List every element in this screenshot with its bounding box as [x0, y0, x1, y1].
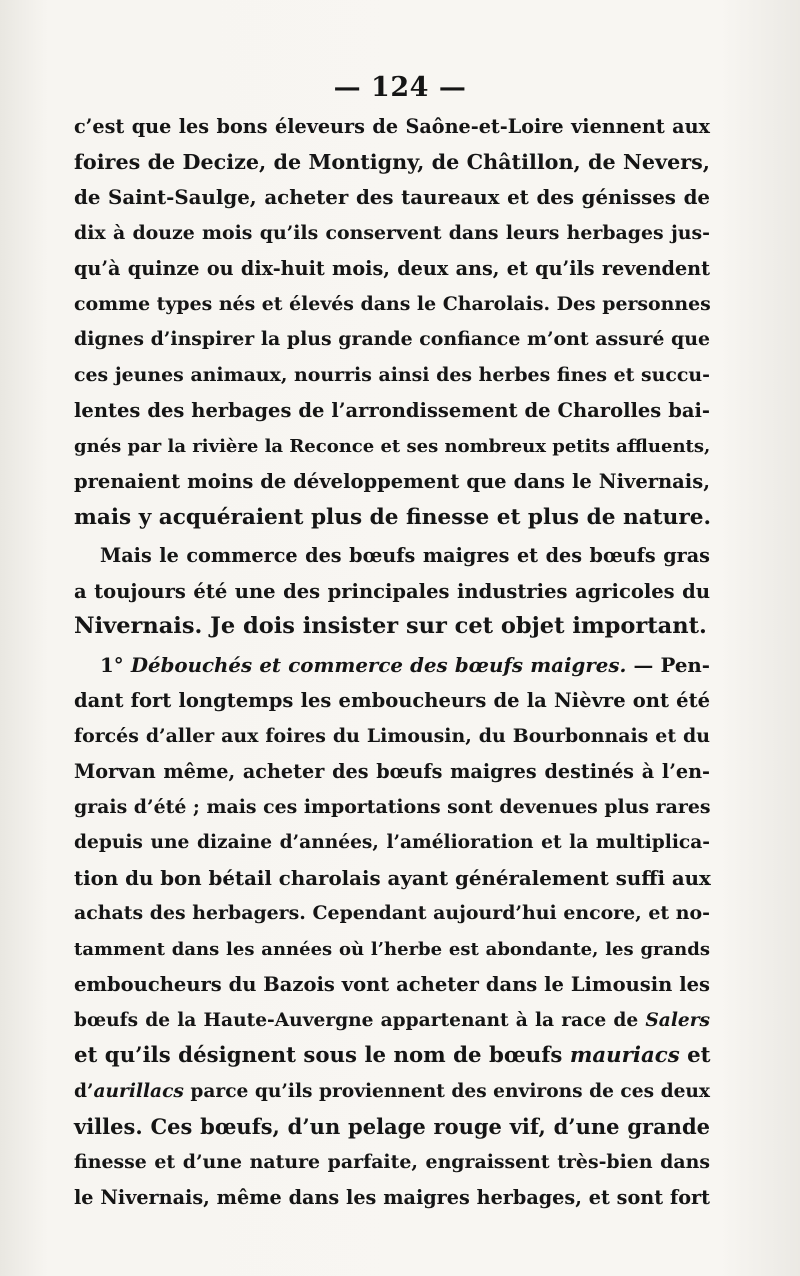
text-line: mais y acquéraient plus de finesse et plus de nature.: [74, 504, 711, 530]
section-title: Débouchés et commerce des bœufs maigres.: [130, 652, 627, 677]
italic-term: mauriacs: [569, 1043, 680, 1068]
text-line: comme types nés et élevés dans le Charolais. Des personnes: [74, 292, 711, 315]
section-heading-line: [74, 648, 710, 684]
text-line: a toujours été une des principales industries agricoles du: [74, 579, 710, 603]
text-line: dignes d’inspirer la plus grande confiance m’ont assuré que: [74, 328, 710, 350]
text-line: c’est que les bons éleveurs de Saône-et-Loire viennent aux: [74, 115, 710, 138]
text-line: foires de Decize, de Montigny, de Châtillon, de Nevers,: [74, 149, 710, 174]
text-line: emboucheurs du Bazois vont acheter dans le Limousin les: [74, 973, 710, 996]
text-fragment: parce qu’ils proviennent des environs de ces deux: [183, 1080, 710, 1102]
section-number: 1°: [100, 652, 131, 677]
italic-term: Salers: [645, 1009, 710, 1031]
text-line: dix à douze mois qu’ils conservent dans leurs herbages jus-: [74, 221, 710, 244]
text-line: forcés d’aller aux foires du Limousin, du Bourbonnais et du: [74, 724, 710, 747]
italic-term: aurillacs: [93, 1080, 184, 1102]
text-line: finesse et d’une nature parfaite, engraissent très-bien dans: [74, 1150, 710, 1173]
text-line: Nivernais. Je dois insister sur cet objet important.: [74, 613, 707, 639]
text-fragment: d’: [74, 1080, 94, 1102]
text-line: tamment dans les années où l’herbe est abondante, les grands: [74, 938, 710, 960]
text-line: tion du bon bétail charolais ayant généralement suffi aux: [74, 865, 711, 890]
text-line: lentes des herbages de l’arrondissement de Charolles bai-: [74, 399, 710, 422]
page-number: — 124 —: [333, 72, 467, 103]
text-line-with-italic: [74, 1074, 710, 1110]
body-text: [74, 109, 710, 1216]
text-fragment: et: [679, 1043, 711, 1068]
text-line: Mais le commerce des bœufs maigres et des bœufs gras: [100, 544, 710, 567]
text-line: Morvan même, acheter des bœufs maigres destinés à l’en-: [74, 760, 710, 783]
text-line: prenaient moins de développement que dans le Nivernais,: [74, 470, 710, 493]
text-line: dant fort longtemps les emboucheurs de la Nièvre ont été: [74, 689, 710, 712]
text-line: qu’à quinze ou dix-huit mois, deux ans, et qu’ils revendent: [74, 257, 710, 280]
text-fragment: et qu’ils désignent sous le nom de bœufs: [74, 1043, 570, 1068]
text-line: le Nivernais, même dans les maigres herbages, et sont fort: [74, 1186, 710, 1209]
text-line: villes. Ces bœufs, d’un pelage rouge vif, d’une grande: [74, 1114, 710, 1139]
text-line: gnés par la rivière la Reconce et ses nombreux petits affluents,: [74, 435, 711, 457]
text-fragment: bœufs de la Haute-Auvergne appartenant à la race de: [74, 1009, 646, 1031]
text-line: depuis une dizaine d’années, l’amélioration et la multiplica-: [74, 832, 710, 853]
text-line: achats des herbagers. Cependant aujourd’hui encore, et no-: [74, 902, 710, 924]
text-line: grais d’été ; mais ces importations sont devenues plus rares: [74, 795, 711, 818]
text-line: ces jeunes animaux, nourris ainsi des herbes fines et succu-: [74, 363, 710, 386]
text-line-with-italic: [74, 1003, 710, 1039]
text-line: de Saint-Saulge, acheter des taureaux et des génisses de: [74, 185, 710, 209]
text-line-with-italic: [74, 1038, 710, 1074]
text-fragment: — Pen-: [626, 652, 711, 677]
